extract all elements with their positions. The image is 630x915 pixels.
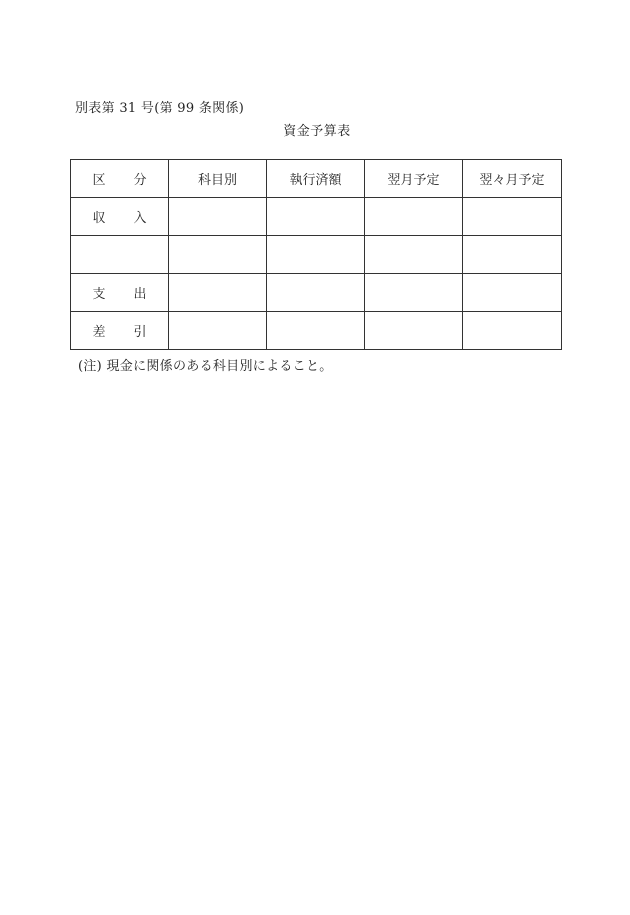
- row-label-cell: [71, 198, 169, 236]
- table-cell: [169, 312, 267, 350]
- header-by-account: 科目別: [169, 160, 267, 198]
- table-cell: [365, 274, 463, 312]
- header-category: [71, 160, 169, 198]
- budget-table: [70, 159, 562, 350]
- table-row: [71, 236, 562, 274]
- row-label-cell: [71, 236, 169, 274]
- row-label: 収 入: [92, 211, 147, 226]
- table-row: [71, 198, 562, 236]
- table-cell: [365, 312, 463, 350]
- header-executed-amount: 執行済額: [267, 160, 365, 198]
- row-label-cell: [71, 274, 169, 312]
- table-cell: [463, 274, 562, 312]
- table-header-row: [71, 160, 562, 198]
- form-reference: 別表第 31 号(第 99 条関係): [75, 101, 245, 116]
- footnote: (注) 現金に関係のある科目別によること。: [78, 359, 333, 374]
- table-cell: [365, 236, 463, 274]
- table-cell: [463, 236, 562, 274]
- table-cell: [267, 198, 365, 236]
- row-label: 差 引: [92, 325, 147, 340]
- table-cell: [169, 274, 267, 312]
- row-label-cell: [71, 312, 169, 350]
- table-cell: [267, 274, 365, 312]
- table-cell: [267, 236, 365, 274]
- table-row: [71, 312, 562, 350]
- table-cell: [463, 312, 562, 350]
- header-category-label: 区 分: [92, 173, 147, 188]
- table-row: [71, 274, 562, 312]
- page-title: 資金予算表: [283, 124, 351, 139]
- header-month-after-next: 翌々月予定: [463, 160, 562, 198]
- row-label: 支 出: [92, 287, 147, 302]
- table-cell: [365, 198, 463, 236]
- table-cell: [169, 198, 267, 236]
- table-cell: [463, 198, 562, 236]
- header-next-month: 翌月予定: [365, 160, 463, 198]
- table-cell: [267, 312, 365, 350]
- table-cell: [169, 236, 267, 274]
